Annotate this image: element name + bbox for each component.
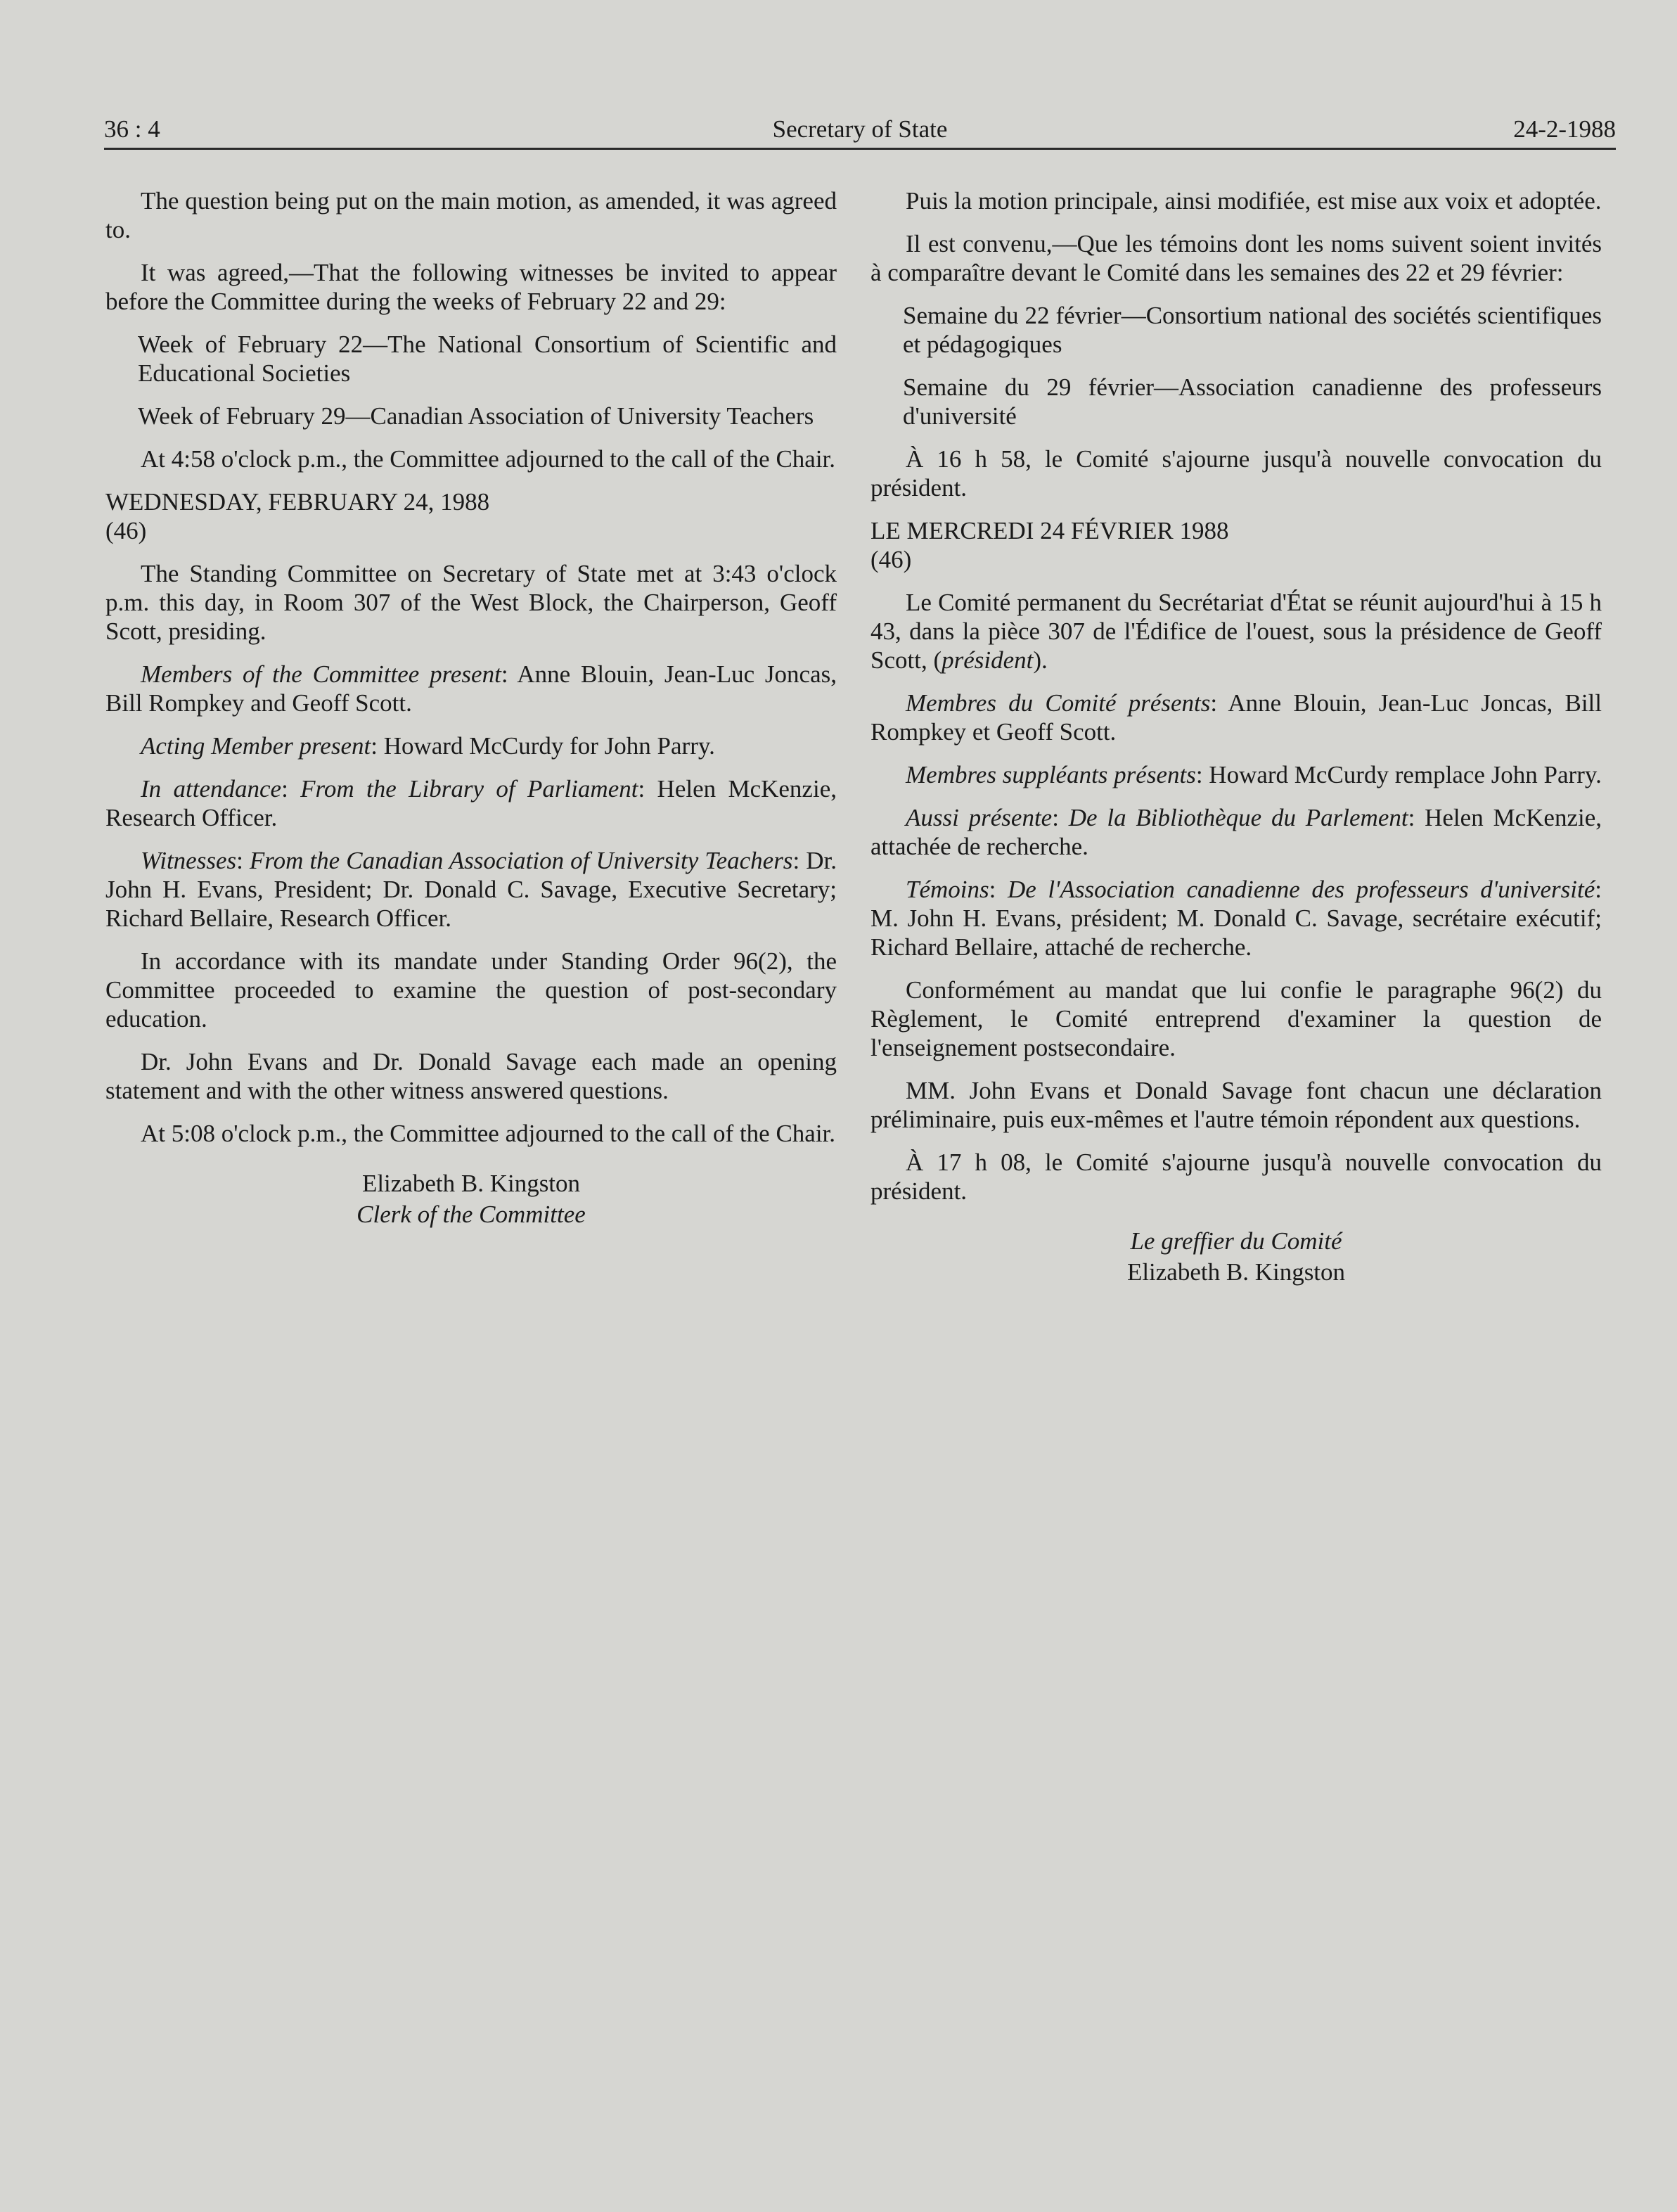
attendance-colon: : [281, 775, 301, 803]
meeting-date-heading: WEDNESDAY, FEBRUARY 24, 1988 [105, 488, 490, 516]
meeting-date-heading-fr: LE MERCREDI 24 FÉVRIER 1988 [870, 517, 1229, 544]
members-present-fr [870, 689, 1602, 746]
attendance-label-fr: Aussi présente [906, 804, 1053, 831]
paragraph-motion-agreed-fr: Puis la motion principale, ainsi modifiée, est mise aux voix et adoptée. [906, 187, 1602, 215]
in-attendance [105, 774, 837, 832]
witnesses-label-fr: Témoins [906, 876, 989, 903]
clerk-name: Elizabeth B. Kingston [361, 1170, 581, 1197]
english-column [105, 186, 837, 1231]
clerk-title-text-fr: Le greffier du Comité [1130, 1227, 1342, 1255]
acting-names: : Howard McCurdy for John Parry. [371, 732, 715, 760]
witnesses-names-fr: : M. John H. Evans, président; M. Donald C. Savage, secrétaire exécutif; Richard Bellaire, attaché de recherche. [870, 876, 1602, 961]
members-label-fr: Membres du Comité présents [906, 689, 1211, 717]
witnesses-names: : Dr. John H. Evans, President; Dr. Donald C. Savage, Executive Secretary; Richard Bellaire, Research Officer. [105, 847, 837, 932]
signature-block-fr [870, 1227, 1602, 1289]
meeting-number-fr: (46) [870, 546, 912, 573]
meeting-opened-text-fr: Le Comité permanent du Secrétariat d'État se réunit aujourd'hui à 15 h 43, dans la pièce 307 de l'Édifice de l'ouest, sous la présidence de Geoff Scott, ( [870, 589, 1602, 674]
attendance-names: : Helen McKenzie, Research Officer. [105, 775, 837, 831]
meeting-opened-italic-fr: président [942, 646, 1034, 674]
paragraph-mandate-fr: Conformément au mandat que lui confie le paragraphe 96(2) du Règlement, le Comité entreprend d'examiner la question de l'enseignement postsecondaire. [870, 976, 1602, 1061]
paragraph-adjourned-2-fr: À 17 h 08, le Comité s'ajourne jusqu'à nouvelle convocation du président. [870, 1149, 1602, 1205]
witnesses [105, 846, 837, 933]
acting-names-fr: : Howard McCurdy remplace John Parry. [1195, 761, 1602, 788]
paragraph-adjourned-1: At 4:58 o'clock p.m., the Committee adjourned to the call of the Chair. [141, 445, 836, 473]
clerk-title-text: Clerk of the Committee [356, 1201, 586, 1228]
signature-block [105, 1169, 837, 1231]
running-title: Secretary of State [772, 115, 948, 143]
paragraph-statements-fr: MM. John Evans et Donald Savage font chacun une déclaration préliminaire, puis eux-mêmes et l'autre témoin répondent aux questions. [870, 1077, 1602, 1133]
members-names: : Anne Blouin, Jean-Luc Joncas, Bill Rompkey and Geoff Scott. [105, 660, 837, 717]
members-names-fr: : Anne Blouin, Jean-Luc Joncas, Bill Rompkey et Geoff Scott. [870, 689, 1602, 746]
witnesses-label: Witnesses [141, 847, 237, 874]
attendance-names-fr: : Helen McKenzie, attachée de recherche. [870, 804, 1602, 860]
members-label: Members of the Committee present [141, 660, 501, 688]
clerk-name-fr: Elizabeth B. Kingston [1126, 1258, 1346, 1286]
paragraph-witnesses-invited: It was agreed,—That the following witnesses be invited to appear before the Committee during the weeks of February 22 and 29: [105, 259, 837, 315]
witnesses-colon: : [236, 847, 250, 874]
attendance-source: From the Library of Parliament [300, 775, 638, 803]
paragraph-statements: Dr. John Evans and Dr. Donald Savage each made an opening statement and with the other witness answered questions. [105, 1048, 837, 1104]
paragraph-meeting-opened: The Standing Committee on Secretary of State met at 3:43 o'clock p.m. this day, in Room 307 of the West Block, the Chairperson, Geoff Scott, presiding. [105, 560, 837, 645]
in-attendance-fr [870, 803, 1602, 861]
clerk-title [105, 1200, 837, 1231]
acting-member-fr [870, 760, 1602, 789]
witnesses-source: From the Canadian Association of University Teachers [249, 847, 793, 874]
header-date: 24-2-1988 [1513, 115, 1616, 143]
acting-label: Acting Member present [141, 732, 371, 760]
paragraph-witnesses-invited-fr: Il est convenu,—Que les témoins dont les noms suivent soient invités à comparaître devant le Comité dans les semaines des 22 et 29 février: [870, 230, 1602, 286]
witness-week-2: Week of February 29—Canadian Association of University Teachers [138, 402, 814, 430]
meeting-number: (46) [105, 517, 147, 544]
clerk-title-fr [870, 1227, 1602, 1258]
witnesses-source-fr: De l'Association canadienne des professeurs d'université [1007, 876, 1595, 903]
attendance-source-fr: De la Bibliothèque du Parlement [1068, 804, 1408, 831]
paragraph-adjourned-1-fr: À 16 h 58, le Comité s'ajourne jusqu'à nouvelle convocation du président. [870, 445, 1602, 501]
witness-week-2-fr: Semaine du 29 février—Association canadienne des professeurs d'université [903, 373, 1602, 430]
attendance-label: In attendance [141, 775, 282, 803]
members-present [105, 660, 837, 717]
paragraph-mandate: In accordance with its mandate under Standing Order 96(2), the Committee proceeded to examine the question of post-secondary education. [105, 947, 837, 1033]
witness-week-1-fr: Semaine du 22 février—Consortium national des sociétés scientifiques et pédagogiques [903, 302, 1602, 358]
acting-member [105, 731, 837, 760]
witnesses-colon-fr: : [989, 876, 1008, 903]
attendance-colon-fr: : [1052, 804, 1069, 831]
acting-label-fr: Membres suppléants présents [906, 761, 1196, 788]
page-header [104, 114, 1616, 150]
page-number: 36 : 4 [104, 115, 160, 143]
paragraph-adjourned-2: At 5:08 o'clock p.m., the Committee adjourned to the call of the Chair. [141, 1120, 836, 1147]
french-column [870, 186, 1602, 1289]
witnesses-fr [870, 875, 1602, 961]
paragraph-motion-agreed: The question being put on the main motion, as amended, it was agreed to. [105, 187, 837, 243]
paragraph-meeting-opened-fr [870, 588, 1602, 675]
witness-week-1: Week of February 22—The National Consortium of Scientific and Educational Societies [138, 331, 837, 387]
meeting-opened-end-fr: ). [1033, 646, 1048, 674]
